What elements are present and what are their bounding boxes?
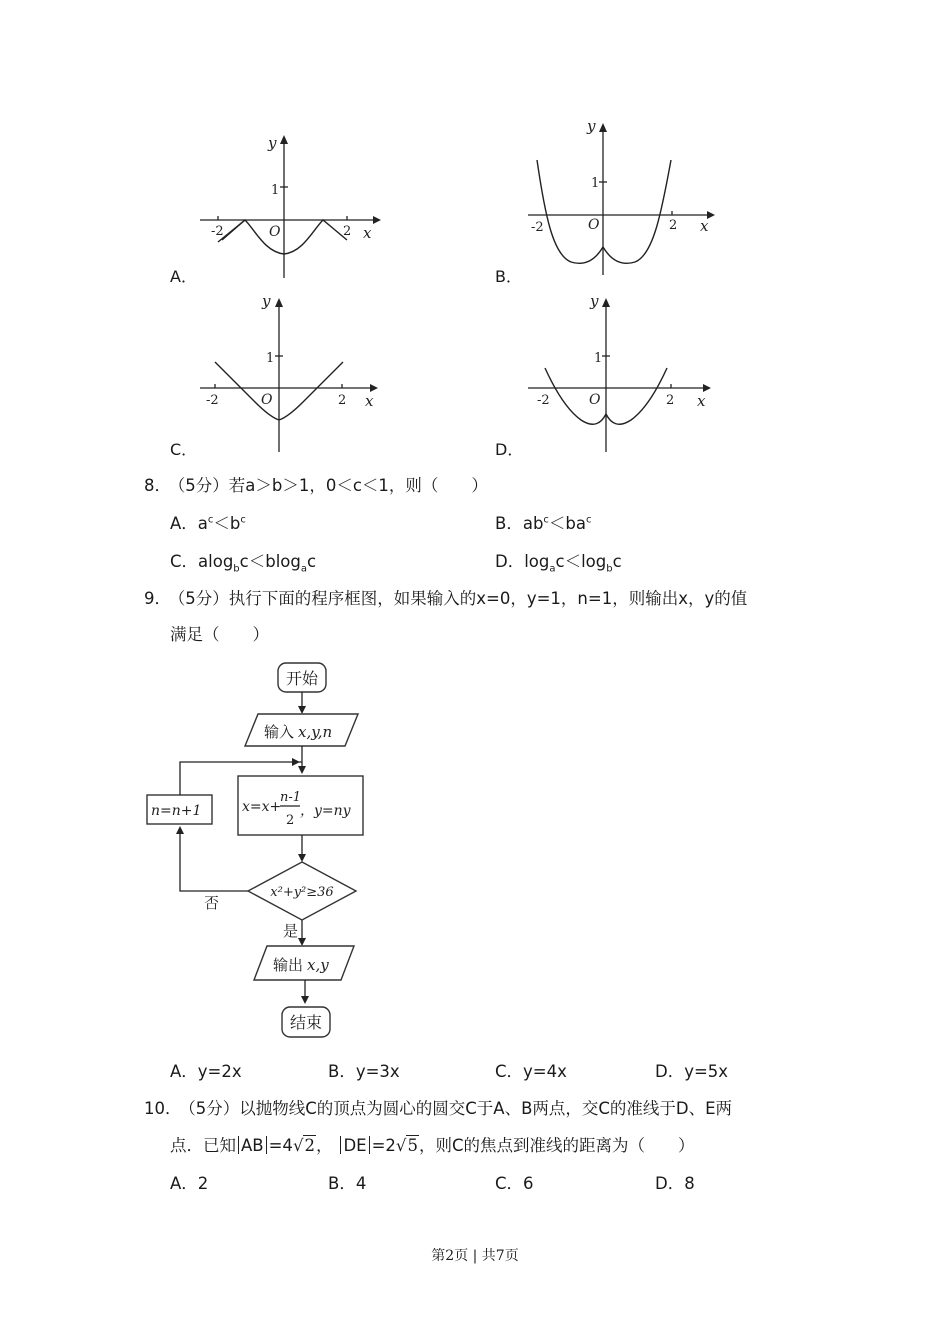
question-10-option-b: B．4 xyxy=(328,1174,367,1193)
question-10-score: （5分） xyxy=(187,1099,240,1118)
page-footer: 第2页 | 共7页 xyxy=(431,1248,519,1264)
flowchart-output-box xyxy=(254,946,354,980)
graph-d-one-label: 1 xyxy=(594,351,603,366)
graph-d xyxy=(525,290,725,455)
question-9-option-c: C．y=4x xyxy=(495,1062,567,1081)
graph-a-two-label: 2 xyxy=(343,224,352,239)
graph-a-neg-two-label: -2 xyxy=(211,224,224,239)
question-10-option-d: D．8 xyxy=(655,1174,695,1193)
flowchart-output-vars: x,y xyxy=(307,956,329,974)
question-8-score: （5分） xyxy=(177,476,229,495)
question-9-option-a: A．y=2x xyxy=(170,1062,242,1081)
flowchart xyxy=(140,660,380,1045)
question-8-number: 8． xyxy=(144,476,171,495)
flowchart-start-text: 开始 xyxy=(285,669,319,688)
question-8-option-b: B．$ab^c<ba^c$ xyxy=(495,514,592,533)
question-10-option-c: C．6 xyxy=(495,1174,534,1193)
question-8-option-a: A．$a^c<b^c$ xyxy=(170,514,246,533)
question-9-option-d: D．y=5x xyxy=(655,1062,729,1081)
flowchart-process-b: ，y=ny xyxy=(300,803,351,819)
question-9-number: 9． xyxy=(144,589,171,608)
question-10-stem-line2: 点．已知 AB =4√2， DE =2√5，则C的焦点到准线的距离为（ ） xyxy=(170,1136,695,1155)
graph-c xyxy=(195,290,385,455)
graph-b-x-label: x xyxy=(700,217,709,235)
question-8-stem xyxy=(144,472,488,496)
question-10-number: 10． xyxy=(144,1099,182,1118)
flowchart-yes-label: 是 xyxy=(283,922,299,940)
graph-d-origin-label: O xyxy=(589,392,601,408)
graph-b-option-label: B． xyxy=(495,267,522,286)
graph-b-origin-label: O xyxy=(588,217,600,233)
graph-d-y-label: y xyxy=(590,292,599,310)
graph-b-y-label: y xyxy=(587,117,596,135)
graph-c-y-label: y xyxy=(262,292,271,310)
flowchart-process-den: 2 xyxy=(286,813,295,828)
question-8-option-c: C．alog$_b$c＜blog$_a$c xyxy=(170,552,317,575)
question-9-stem-line2: 满足（ ） xyxy=(170,625,269,644)
graph-a-one-label: 1 xyxy=(271,183,280,198)
graph-c-x-label: x xyxy=(365,392,374,410)
question-8-option-d: D．$\log_ac<\log_bc$ xyxy=(495,552,622,575)
flowchart-input-vars: x,y,n xyxy=(298,723,333,741)
graph-d-neg-two-label: -2 xyxy=(537,393,550,408)
graph-b-one-label: 1 xyxy=(591,176,600,191)
graph-a-y-label: y xyxy=(268,134,277,152)
graph-c-origin-label: O xyxy=(261,392,273,408)
question-10-stem-line1: 10． （5分）以抛物线C的顶点为圆心的圆交C于A、B两点，交C的准线于D、E两 xyxy=(144,1099,733,1118)
flowchart-output-prefix: 输出 xyxy=(273,956,304,974)
graph-b xyxy=(525,115,725,280)
graph-a-x-label: x xyxy=(363,224,372,242)
flowchart-end-text: 结束 xyxy=(289,1013,323,1032)
graph-a-option-label: A． xyxy=(170,267,197,286)
flowchart-process-num: n-1 xyxy=(280,790,302,805)
question-10-option-a: A．2 xyxy=(170,1174,209,1193)
graph-a xyxy=(195,130,385,280)
graph-d-two-label: 2 xyxy=(666,393,675,408)
graph-b-neg-two-label: -2 xyxy=(531,220,544,235)
flowchart-process-a: x=x+ xyxy=(242,799,282,815)
graph-c-neg-two-label: -2 xyxy=(206,393,219,408)
graph-c-one-label: 1 xyxy=(266,351,275,366)
question-9-score: （5分） xyxy=(177,589,229,608)
graph-d-x-label: x xyxy=(697,392,706,410)
graph-d-option-label: D． xyxy=(495,440,524,459)
graph-a-origin-label: O xyxy=(269,224,281,240)
question-9-stem-line1: 9． （5分）执行下面的程序框图，如果输入的x=0，y=1，n=1，则输出x，y的值 xyxy=(144,589,748,608)
question-8-text: 若a＞b＞1，0＜c＜1，则（ ） xyxy=(228,476,488,495)
graph-c-option-label: C． xyxy=(170,440,198,459)
flowchart-loop-text: n=n+1 xyxy=(151,803,202,819)
graph-b-two-label: 2 xyxy=(669,218,678,233)
flowchart-no-label: 否 xyxy=(204,894,220,912)
graph-c-two-label: 2 xyxy=(338,393,347,408)
flowchart-condition-text: x²+y²≥36 xyxy=(270,885,334,900)
question-9-option-b: B．y=3x xyxy=(328,1062,400,1081)
flowchart-input-prefix: 输入 xyxy=(264,723,295,741)
